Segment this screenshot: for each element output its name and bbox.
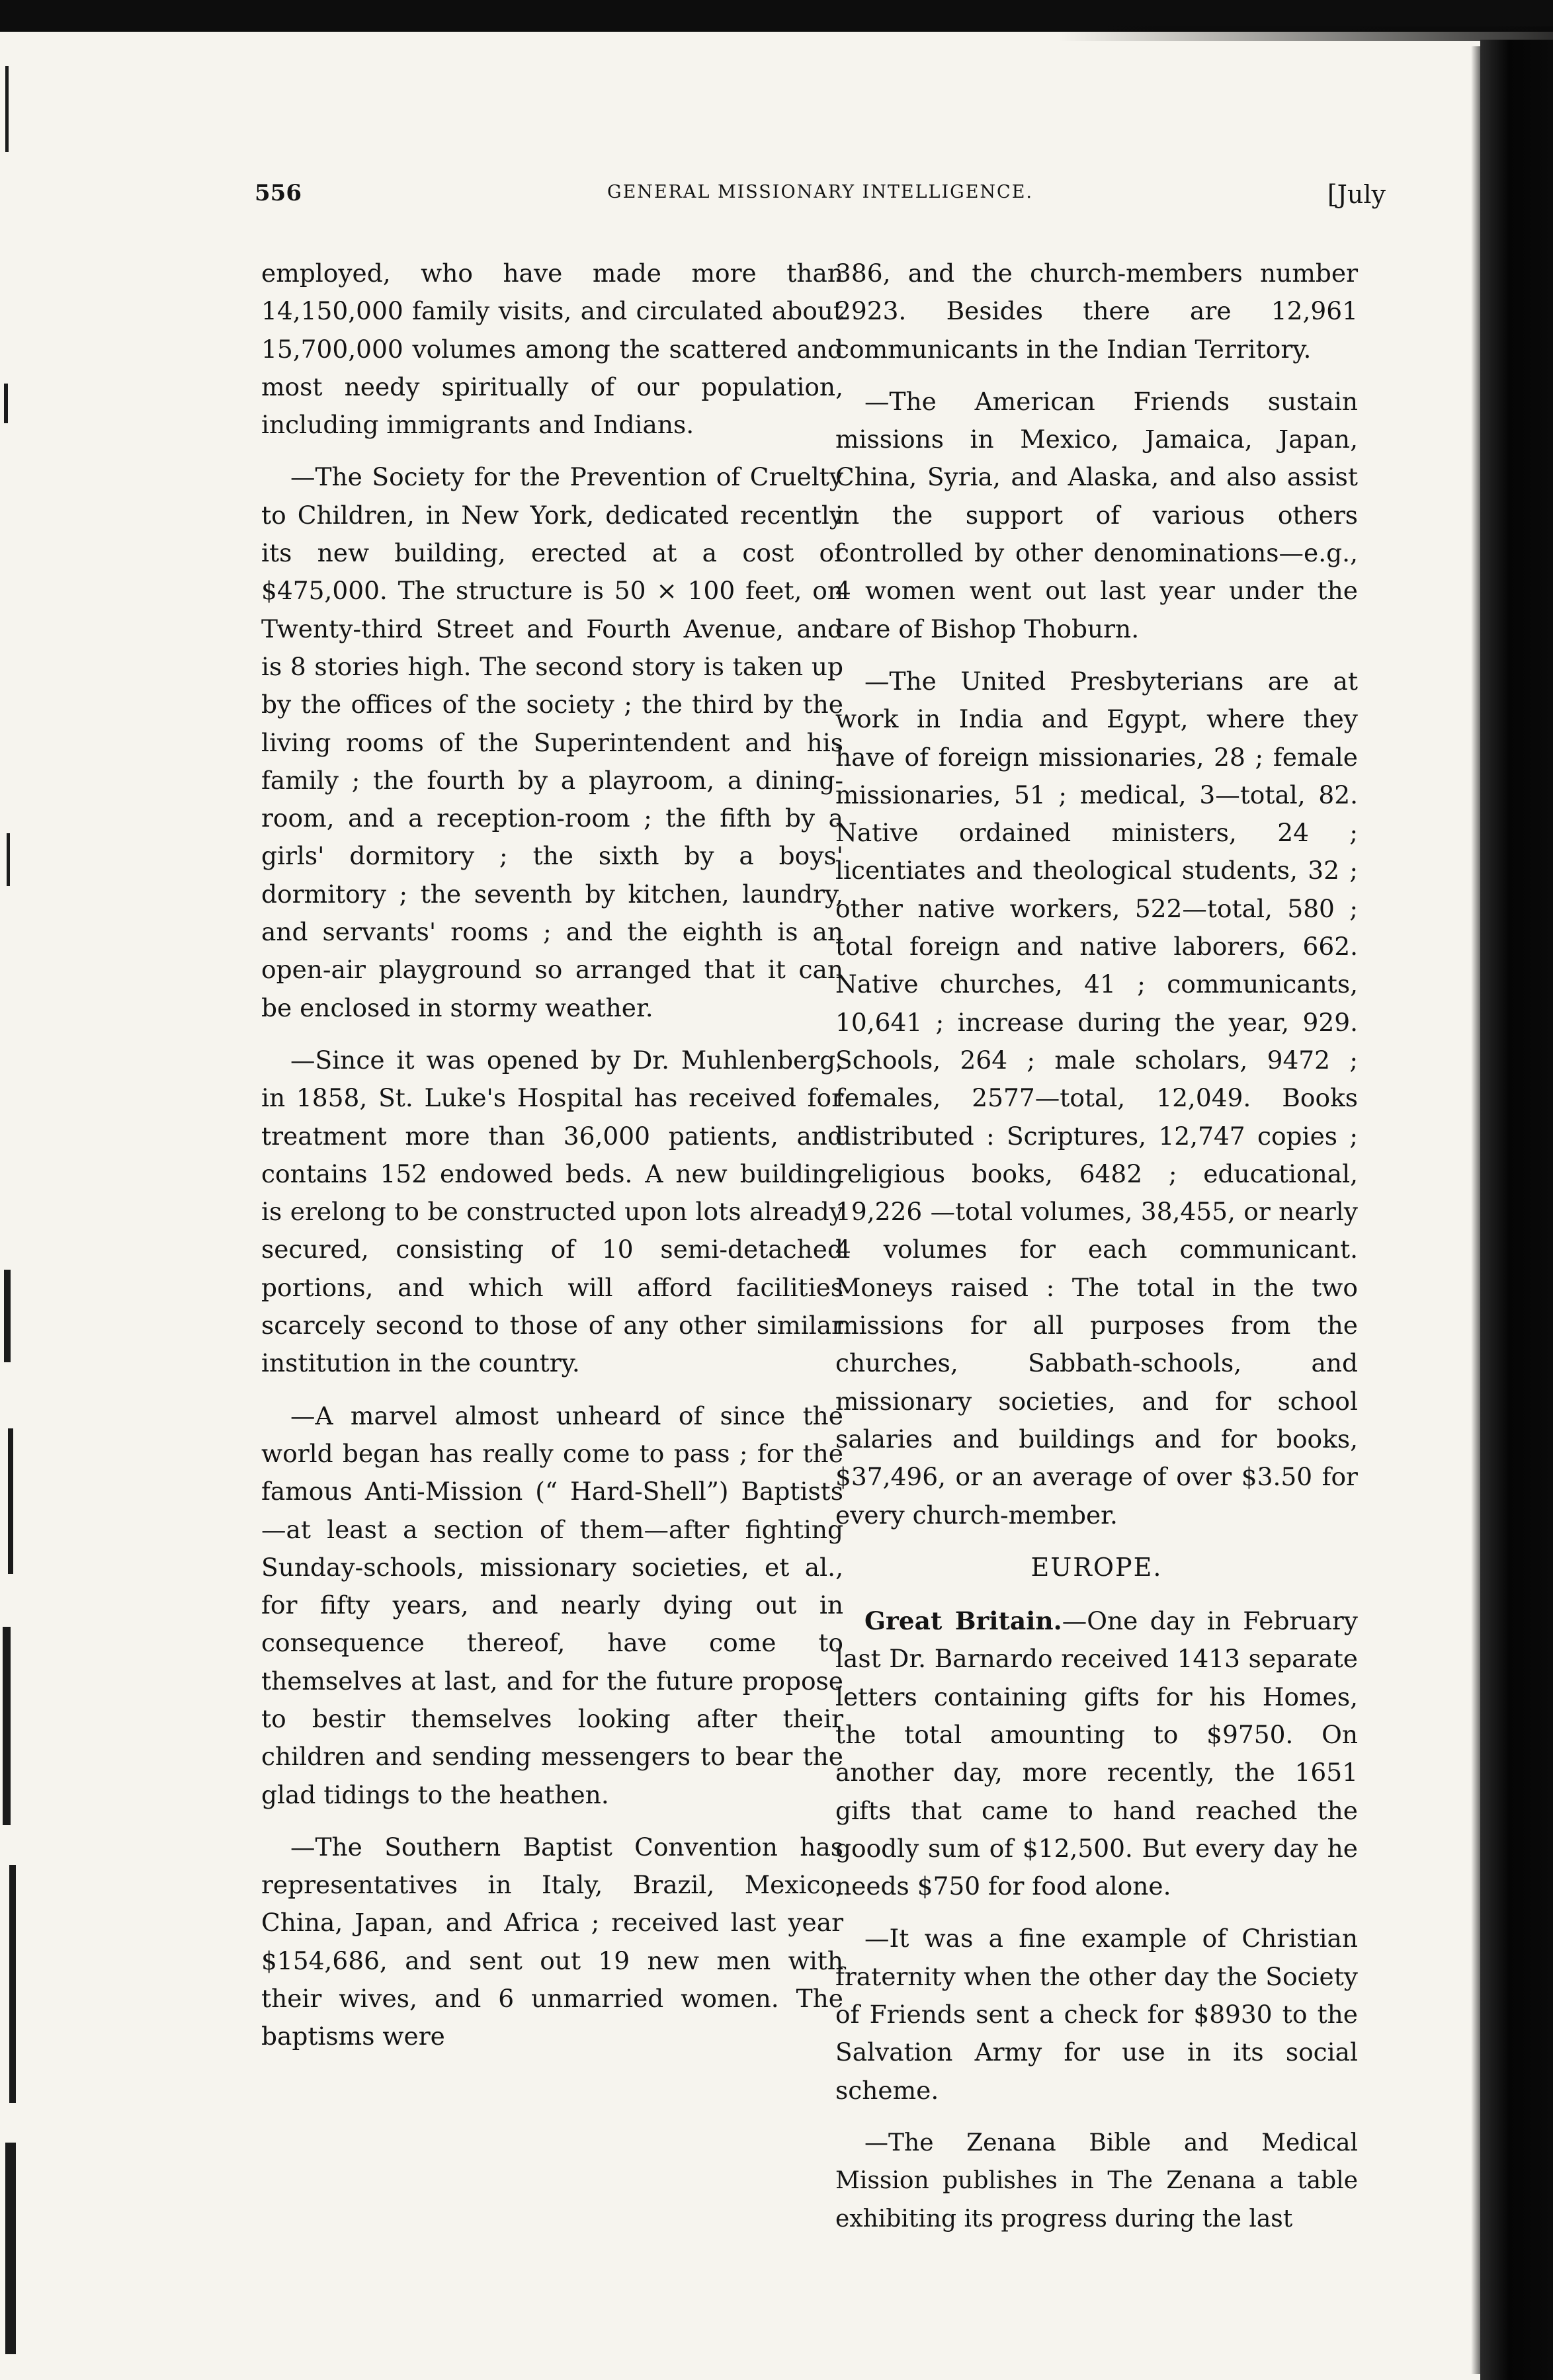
- paragraph: —The United Presbyterians are at work in India and Egypt, where they have of foreign missionaries, 28 ; female missionaries, 51 ; medical, 3—total, 82. Native ordained ministers, 24 ; licentiates and theological students, 32 ; other native workers, 522—total, 580 ; total foreign and native laborers, 662. Native churches, 41 ; communicants, 10,641 ; increase during the year, 929. Schools, 264 ; male scholars, 9472 ; females, 2577—total, 12,049. Books distributed : Scriptures, 12,747 copies ; religious books, 6482 ; educational, 19,226 —total volumes, 38,455, or nearly 4 volumes for each communicant. Moneys raised : The total in the two missions for all purposes from the churches, Sabbath-schools, and missionary societies, and for school salaries and buildings and for books, $37,496, or an average of over $3.50 for every church-member.: [835, 666, 1358, 1530]
- running-title: GENERAL MISSIONARY INTELLIGENCE.: [607, 182, 1033, 202]
- paragraph: —The Society for the Prevention of Cruelty to Children, in New York, dedicated recently its new building, erected at a cost of $475,000. The structure is 50 × 100 feet, on Twenty-third Street and Fourth Avenue, and is 8 stories high. The second story is taken up by the offices of the society ; the third by the living rooms of the Superintendent and his family ; the fourth by a playroom, a dining-room, and a reception-room ; the fifth by a girls' dormitory ; the sixth by a boys' dormitory ; the seventh by kitchen, laundry, and servants' rooms ; and the eighth is an open-air playground so arranged that it can be enclosed in stormy weather.: [261, 462, 843, 1022]
- scan-right-border: [1480, 40, 1553, 2380]
- scan-top-shadow: [1058, 26, 1553, 41]
- paragraph: —A marvel almost unheard of since the world began has really come to pass ; for the famous Anti-Mission (“ Hard-Shell”) Baptists—at least a section of them—after fighting Sunday-schools, missionary societies, et al., for fifty years, and nearly dying out in consequence thereof, have come to themselves at last, and for the future propose to bestir themselves looking after their children and sending messengers to bear the glad tidings to the heathen.: [261, 1401, 843, 1809]
- run-in-heading: Great Britain.: [864, 1606, 1062, 1636]
- header-month: [July: [1327, 180, 1386, 209]
- paragraph: employed, who have made more than 14,150,000 family visits, and circulated about 15,700,000 volumes among the scattered and most needy spiritually of our population, including immigrants and Indians.: [261, 259, 843, 440]
- paragraph: —The Zenana Bible and Medical Mission publishes in The Zenana a table exhibiting its progress during the last: [835, 2129, 1358, 2233]
- left-column: [261, 255, 843, 2071]
- paragraph-text: —One day in February last Dr. Barnardo received 1413 separate letters containing gifts for his Homes, the total amounting to $9750. On another day, more recently, the 1651 gifts that came to hand reached the goodly sum of $12,500. But every day he needs $750 for food alone.: [835, 1606, 1358, 1901]
- paragraph: —It was a fine example of Christian fraternity when the other day the Society of Friends sent a check for $8930 to the Salvation Army for use in its social scheme.: [835, 1924, 1358, 2105]
- scan-left-edge-marks: [0, 40, 46, 2380]
- paragraph: —The Southern Baptist Convention has representatives in Italy, Brazil, Mexico, China, Japan, and Africa ; received last year $154,686, and sent out 19 new men with their wives, and 6 unmarried women. The baptisms were: [261, 1832, 843, 2051]
- page-number: 556: [255, 180, 302, 206]
- page-header: [255, 180, 1386, 213]
- section-heading: EUROPE.: [1030, 1552, 1163, 1582]
- paragraph: —Since it was opened by Dr. Muhlenberg, in 1858, St. Luke's Hospital has received for treatment more than 36,000 patients, and contains 152 endowed beds. A new building is erelong to be constructed upon lots already secured, consisting of 10 semi-detached portions, and which will afford facilities scarcely second to those of any other similar institution in the country.: [261, 1045, 843, 1378]
- paragraph: [835, 1602, 1358, 1905]
- scan-right-shadow: [1471, 46, 1480, 2374]
- right-column: [835, 255, 1358, 2252]
- paragraph: 386, and the church-members number 2923. Besides there are 12,961 communicants in the Indian Territory.: [835, 259, 1358, 364]
- paragraph: —The American Friends sustain missions in Mexico, Jamaica, Japan, China, Syria, and Alaska, and also assist in the support of various others controlled by other denominations—e.g., 4 women went out last year under the care of Bishop Thoburn.: [835, 386, 1358, 643]
